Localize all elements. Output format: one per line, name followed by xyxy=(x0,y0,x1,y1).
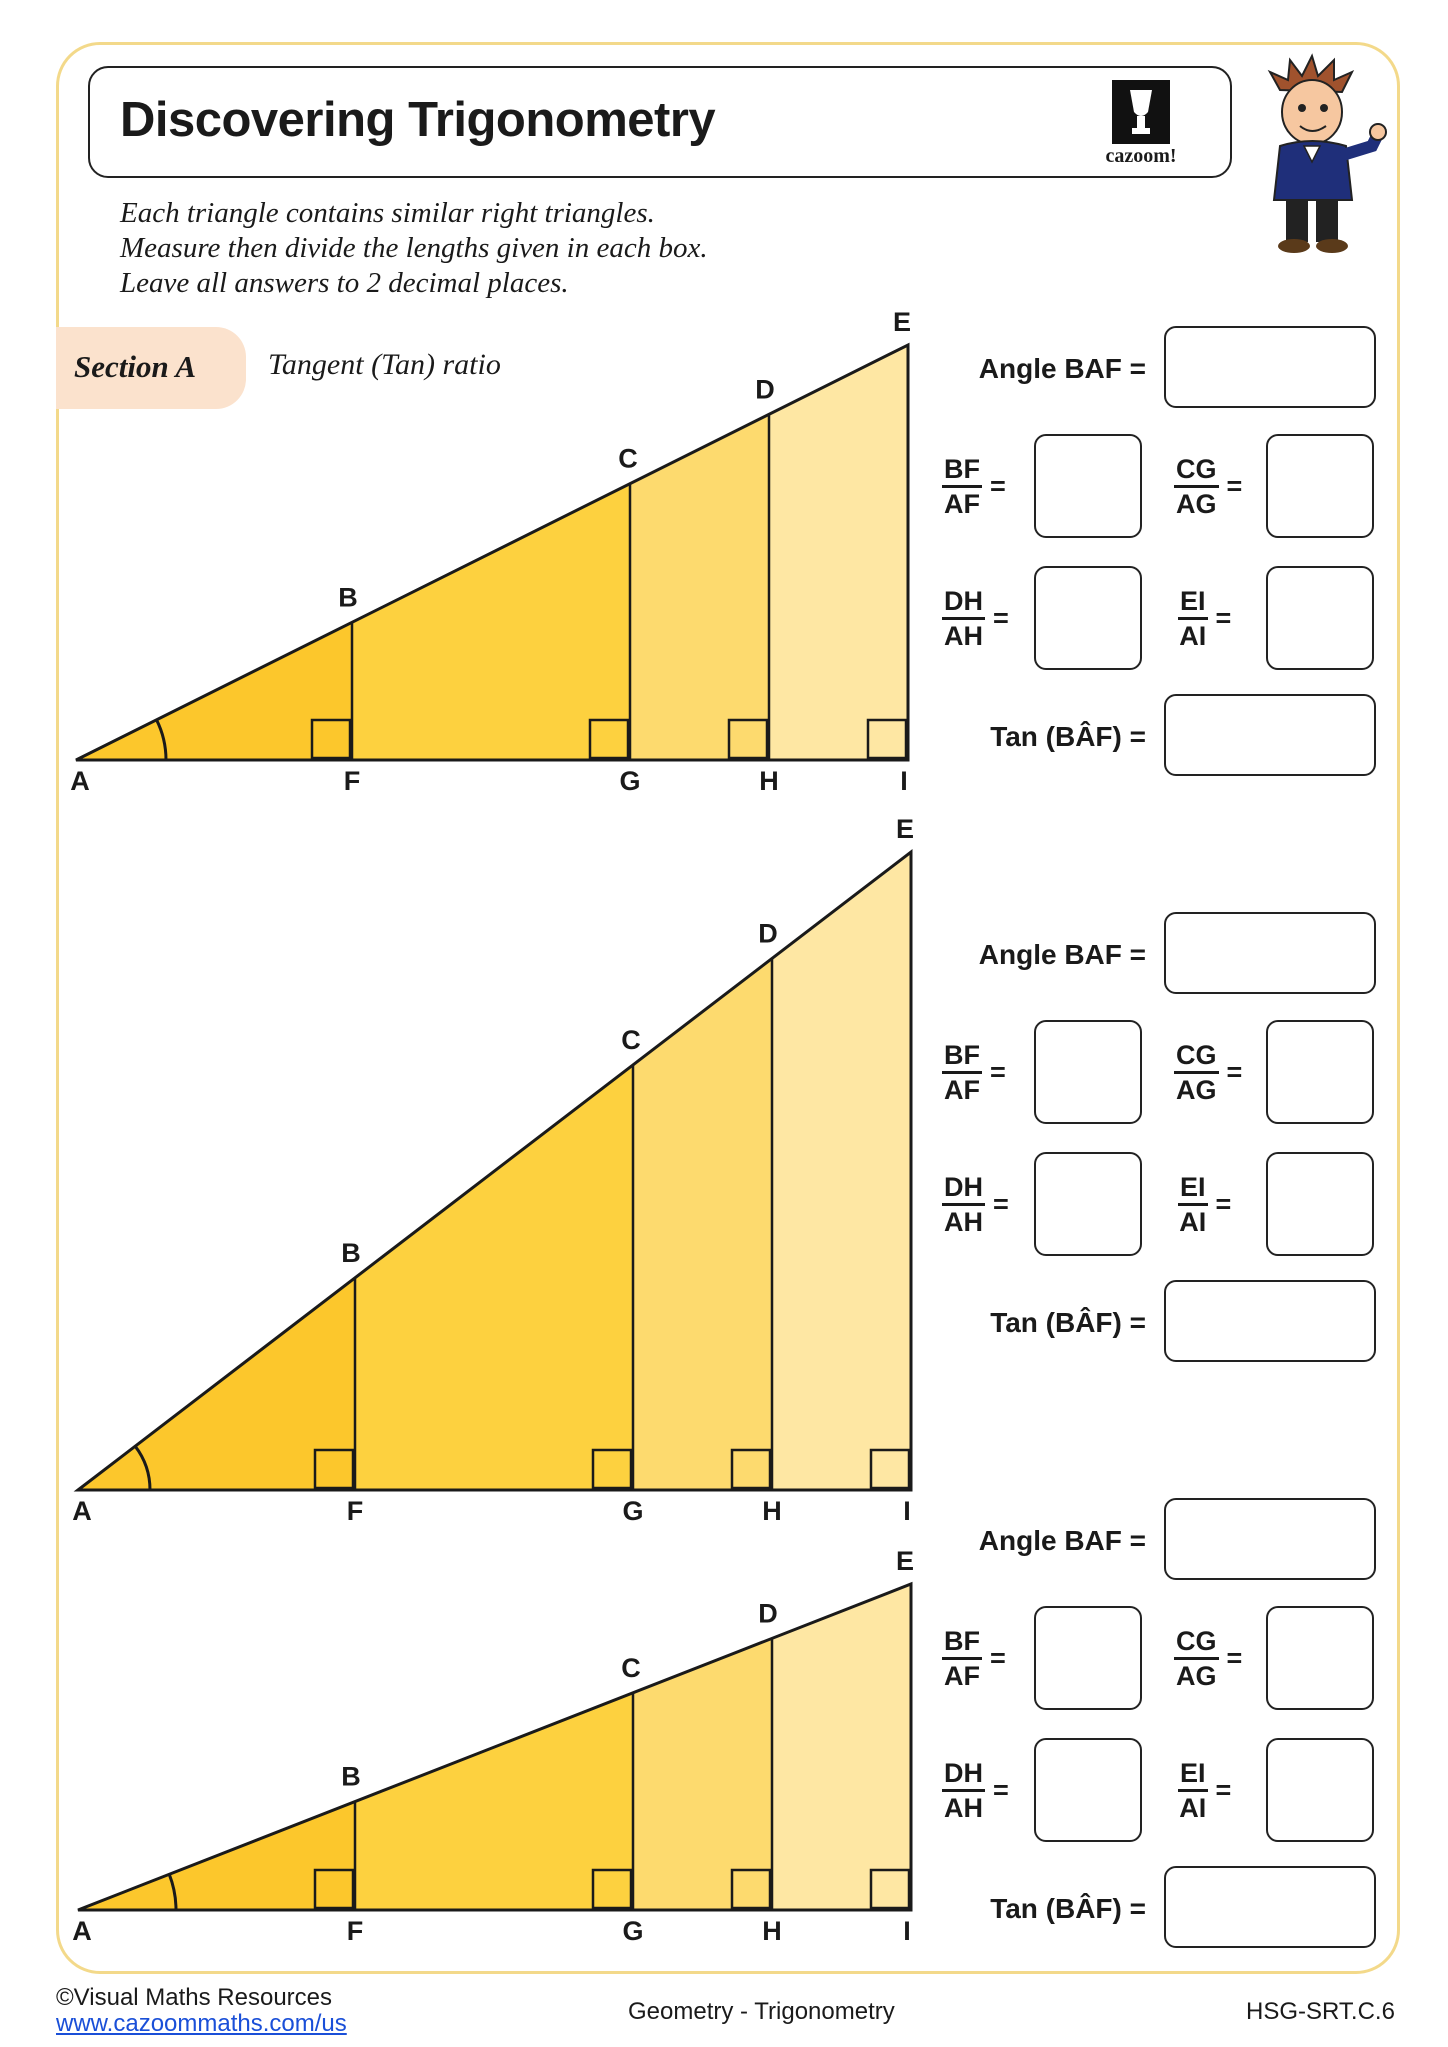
tan-baf-label: Tan (BÂF) = xyxy=(990,1893,1146,1924)
instruction-line: Measure then divide the lengths given in each box. xyxy=(120,232,708,264)
vertex-label-d: D xyxy=(758,1598,778,1629)
bf-af-answer-box[interactable] xyxy=(1034,1606,1142,1710)
fraction-denominator: AF xyxy=(944,489,980,519)
fraction-ei-ai xyxy=(1178,1172,1231,1237)
vertex-label-c: C xyxy=(621,1024,641,1055)
tan-baf-label: Tan (BÂF) = xyxy=(990,721,1146,752)
fraction-numerator: EI xyxy=(1178,1172,1208,1206)
cg-ag-answer-box[interactable] xyxy=(1266,1020,1374,1124)
cg-ag-answer-box[interactable] xyxy=(1266,1606,1374,1710)
fraction-bf-af xyxy=(942,1040,1006,1105)
fraction-denominator: AG xyxy=(1176,1075,1217,1105)
fraction-denominator: AH xyxy=(944,621,983,651)
triangle-diagram-2 xyxy=(72,814,914,1526)
vertex-label-c: C xyxy=(618,443,638,474)
vertex-label-h: H xyxy=(759,766,779,796)
fraction-numerator: BF xyxy=(942,1626,982,1660)
fraction-numerator: CG xyxy=(1174,1040,1219,1074)
angle-baf-answer-box[interactable] xyxy=(1164,1498,1376,1580)
vertex-label-a: A xyxy=(72,1916,92,1946)
fraction-cg-ag xyxy=(1174,1626,1242,1691)
footer-copyright: ©Visual Maths Resources xyxy=(56,1984,333,2011)
ei-ai-answer-box[interactable] xyxy=(1266,1738,1374,1842)
equals-sign: = xyxy=(1215,603,1232,633)
equals-sign: = xyxy=(1215,1189,1232,1219)
vertex-label-e: E xyxy=(892,307,912,337)
fraction-denominator: AH xyxy=(944,1207,983,1237)
vertex-label-h: H xyxy=(762,1916,782,1946)
vertex-label-b: B xyxy=(341,1761,361,1792)
angle-baf-label: Angle BAF = xyxy=(978,1525,1146,1556)
equals-sign: = xyxy=(993,1189,1009,1219)
fraction-ei-ai xyxy=(1178,586,1231,651)
bf-af-answer-box[interactable] xyxy=(1034,1020,1142,1124)
vertex-label-i: I xyxy=(903,1916,911,1946)
triangle-region xyxy=(630,414,769,760)
vertex-label-f: F xyxy=(346,1496,364,1526)
triangle-region xyxy=(355,1065,633,1490)
fraction-dh-ah xyxy=(942,586,1009,651)
instruction-line: Each triangle contains similar right triangles. xyxy=(120,197,655,229)
triangle-region xyxy=(355,1693,633,1910)
fraction-denominator: AI xyxy=(1179,1207,1207,1237)
tan-baf-answer-box[interactable] xyxy=(1164,1280,1376,1362)
section-tab-label: Section A xyxy=(74,349,197,384)
fraction-numerator: BF xyxy=(942,1040,982,1074)
page-title: Discovering Trigonometry xyxy=(120,93,716,147)
fraction-denominator: AF xyxy=(944,1661,980,1691)
equals-sign: = xyxy=(990,471,1006,501)
equals-sign: = xyxy=(993,603,1009,633)
section-subtitle: Tangent (Tan) ratio xyxy=(268,348,501,381)
triangle-region xyxy=(633,958,772,1490)
footer-topic: Geometry - Trigonometry xyxy=(628,1998,895,2025)
dh-ah-answer-box[interactable] xyxy=(1034,1152,1142,1256)
vertex-label-h: H xyxy=(762,1496,782,1526)
angle-baf-label: Angle BAF = xyxy=(978,939,1146,970)
triangle-region xyxy=(772,1584,911,1910)
fraction-cg-ag xyxy=(1174,454,1242,519)
tan-baf-answer-box[interactable] xyxy=(1164,694,1376,776)
ei-ai-answer-box[interactable] xyxy=(1266,566,1374,670)
fraction-numerator: DH xyxy=(942,586,985,620)
tan-baf-label: Tan (BÂF) = xyxy=(990,1307,1146,1338)
vertex-label-d: D xyxy=(755,374,775,405)
equals-sign: = xyxy=(1226,471,1243,501)
fraction-denominator: AF xyxy=(944,1075,980,1105)
vertex-label-f: F xyxy=(343,766,361,796)
fraction-numerator: EI xyxy=(1178,1758,1208,1792)
equals-sign: = xyxy=(990,1057,1006,1087)
equals-sign: = xyxy=(993,1775,1009,1805)
vertex-label-a: A xyxy=(70,766,90,796)
dh-ah-answer-box[interactable] xyxy=(1034,1738,1142,1842)
fraction-ei-ai xyxy=(1178,1758,1231,1823)
vertex-label-i: I xyxy=(903,1496,911,1526)
vertex-label-a: A xyxy=(72,1496,92,1526)
equals-sign: = xyxy=(990,1643,1006,1673)
ei-ai-answer-box[interactable] xyxy=(1266,1152,1374,1256)
vertex-label-g: G xyxy=(622,1496,644,1526)
vertex-label-c: C xyxy=(621,1652,641,1683)
fraction-dh-ah xyxy=(942,1172,1009,1237)
fraction-denominator: AG xyxy=(1176,489,1217,519)
vertex-label-f: F xyxy=(346,1916,364,1946)
triangle-diagram-1 xyxy=(70,307,911,796)
vertex-label-e: E xyxy=(895,1546,915,1576)
angle-baf-answer-box[interactable] xyxy=(1164,326,1376,408)
fraction-cg-ag xyxy=(1174,1040,1242,1105)
footer-url-link[interactable]: www.cazoommaths.com/us xyxy=(56,2010,347,2037)
angle-baf-label: Angle BAF = xyxy=(978,353,1146,384)
fraction-numerator: CG xyxy=(1174,454,1219,488)
fraction-bf-af xyxy=(942,1626,1006,1691)
vertex-label-d: D xyxy=(758,918,778,949)
fraction-denominator: AI xyxy=(1179,621,1207,651)
vertex-label-e: E xyxy=(895,814,915,844)
angle-baf-answer-box[interactable] xyxy=(1164,912,1376,994)
triangle-region xyxy=(352,484,630,760)
fraction-numerator: DH xyxy=(942,1172,985,1206)
fraction-numerator: BF xyxy=(942,454,982,488)
triangle-region xyxy=(772,852,911,1490)
tan-baf-answer-box[interactable] xyxy=(1164,1866,1376,1948)
fraction-dh-ah xyxy=(942,1758,1009,1823)
triangle-region xyxy=(769,345,908,760)
logo-text: cazoom! xyxy=(1105,145,1177,167)
triangle-diagram-3 xyxy=(72,1546,914,1946)
fraction-denominator: AI xyxy=(1179,1793,1207,1823)
fraction-bf-af xyxy=(942,454,1006,519)
equals-sign: = xyxy=(1226,1057,1243,1087)
equals-sign: = xyxy=(1226,1643,1243,1673)
instruction-line: Leave all answers to 2 decimal places. xyxy=(120,267,569,299)
fraction-numerator: DH xyxy=(942,1758,985,1792)
vertex-label-b: B xyxy=(338,582,358,613)
cg-ag-answer-box[interactable] xyxy=(1266,434,1374,538)
vertex-label-g: G xyxy=(619,766,641,796)
equals-sign: = xyxy=(1215,1775,1232,1805)
vertex-label-b: B xyxy=(341,1237,361,1268)
vertex-label-i: I xyxy=(900,766,908,796)
fraction-numerator: EI xyxy=(1178,586,1208,620)
fraction-numerator: CG xyxy=(1174,1626,1219,1660)
dh-ah-answer-box[interactable] xyxy=(1034,566,1142,670)
fraction-denominator: AH xyxy=(944,1793,983,1823)
vertex-label-g: G xyxy=(622,1916,644,1946)
fraction-denominator: AG xyxy=(1176,1661,1217,1691)
footer-standard-code: HSG-SRT.C.6 xyxy=(1246,1998,1395,2025)
bf-af-answer-box[interactable] xyxy=(1034,434,1142,538)
